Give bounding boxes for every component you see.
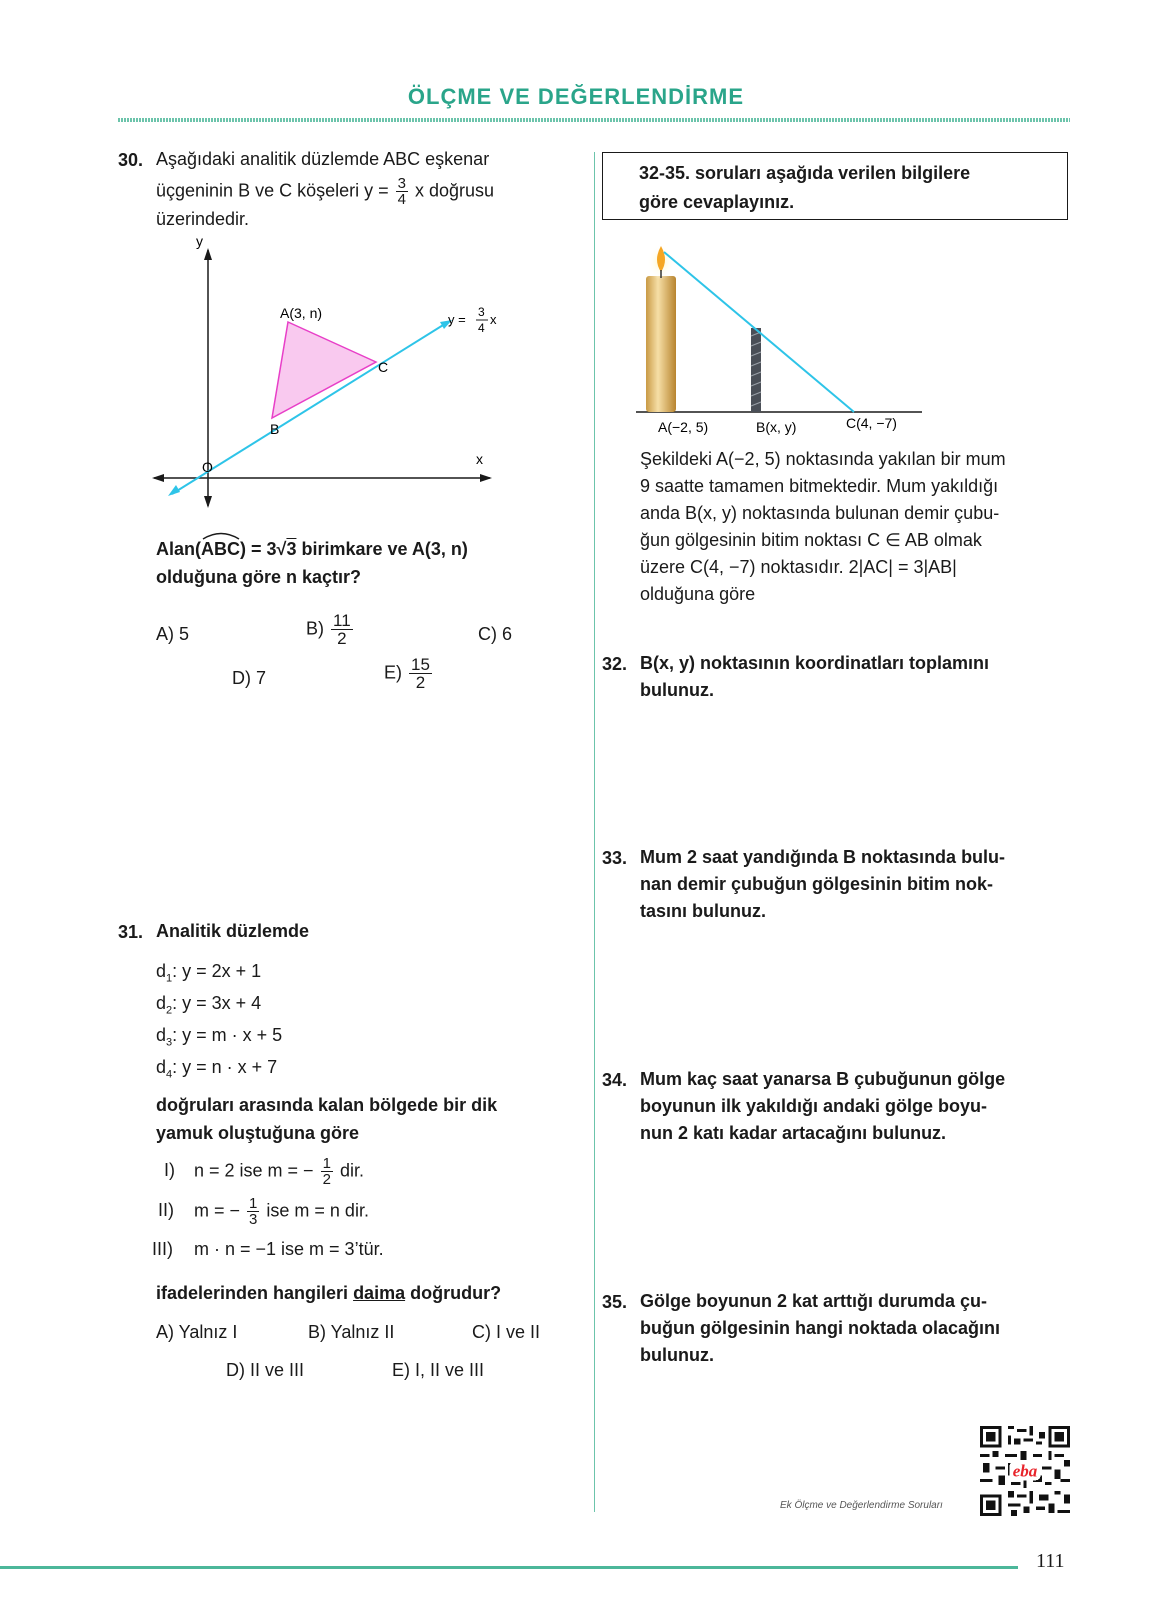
q30-line-label-b: x: [490, 312, 497, 327]
q31-statement-ii: II) m = − $\frac{1}{3}$ ise m = n dir.: [158, 1195, 369, 1228]
column-divider: [594, 152, 595, 1512]
q31-option-e[interactable]: E) I, II ve III: [392, 1360, 485, 1380]
q30-arc-abc: ABC: [201, 536, 240, 563]
q30-stem-line1: Alan( ABC) = 3√3 birimkare ve A(3, n): [156, 536, 468, 563]
q31-d3: $d_3$: y = m · x + 5: [156, 1025, 283, 1049]
q30-option-b[interactable]: B) $\frac{11}{2}$: [306, 611, 351, 648]
q31-option-a[interactable]: A) Yalnız I: [156, 1322, 238, 1342]
footer-rule: [0, 1566, 1018, 1569]
q34-line2: boyunun ilk yakıldığı andaki gölge boyu-: [640, 1096, 988, 1116]
q32-line2: bulunuz.: [640, 680, 714, 700]
page-header-title: ÖLÇME VE DEĞERLENDİRME: [407, 84, 745, 109]
q31-title: Analitik düzlemde: [156, 921, 310, 941]
q35-line2: buğun gölgesinin hangi noktada olacağını: [640, 1318, 1001, 1338]
q33-number: 33.: [602, 848, 628, 868]
label-point-a: A(−2, 5): [658, 419, 709, 435]
q30-stem-line2: olduğuna göre n kaçtır?: [156, 567, 362, 587]
q31-option-b[interactable]: B) Yalnız II: [308, 1322, 395, 1342]
instruction-box: [602, 152, 1068, 220]
q31-d4: $d_4$: y = n · x + 7: [156, 1057, 278, 1081]
q30-line-arrow-left: [168, 485, 180, 496]
info-paragraph-line5: üzere C(4, −7) noktasıdır. 2|AC| = 3|AB|: [640, 557, 957, 577]
candle-body: [646, 276, 676, 412]
q30-y-axis-arrow-up: [204, 248, 212, 260]
q30-fraction: $\frac{3}{4}$: [397, 175, 406, 208]
q30-y-axis-label: y: [196, 238, 203, 249]
info-paragraph-line6: olduğuna göre: [640, 584, 756, 604]
q30-y-axis-arrow-down: [204, 496, 212, 508]
q30-option-e[interactable]: E) $\frac{15}{2}$: [384, 655, 430, 692]
q33-line1: Mum 2 saat yandığında B noktasında bulu-: [640, 847, 1006, 867]
q30-origin-label: O: [202, 459, 213, 475]
q31-statement-iii: III) m · n = −1 ise m = 3’tür.: [152, 1239, 384, 1259]
q35-line1: Gölge boyunun 2 kat arttığı durumda çu-: [640, 1291, 988, 1311]
q35-line3: bulunuz.: [640, 1345, 714, 1365]
q30-line2: üçgeninin B ve C köşeleri y = $\frac{3}{4}$ x doğrusu: [156, 175, 495, 208]
q30-x-axis-arrow-left: [152, 474, 164, 482]
q30-x-axis-label: x: [476, 451, 483, 467]
q31-d2: $d_2$: y = 3x + 4: [156, 993, 262, 1017]
instruction-line2: göre cevaplayınız.: [639, 192, 795, 212]
instruction-line1: 32-35. soruları aşağıda verilen bilgilere: [639, 163, 971, 183]
label-point-c: C(4, −7): [846, 415, 897, 431]
q31-stem-line2: yamuk oluştuğuna göre: [156, 1123, 360, 1143]
qr-code-icon[interactable]: [980, 1426, 1070, 1516]
q30-line1: Aşağıdaki analitik düzlemde ABC eşkenar: [156, 149, 490, 169]
q35-number: 35.: [602, 1292, 628, 1312]
q34-line3: nun 2 katı kadar artacağını bulunuz.: [640, 1123, 947, 1143]
q34-number: 34.: [602, 1070, 628, 1090]
q33-line2: nan demir çubuğun gölgesinin bitim nok-: [640, 874, 993, 894]
q31-number: 31.: [118, 922, 144, 942]
q31-stem-line1: doğruları arasında kalan bölgede bir dik: [156, 1095, 498, 1115]
q30-label-b: B: [270, 421, 280, 437]
eba-logo-text: eba: [1012, 1461, 1038, 1481]
q30-number: 30.: [118, 150, 144, 170]
q30-line-label-num: 3: [478, 305, 485, 319]
q31-question: ifadelerinden hangileri daima doğrudur?: [156, 1283, 502, 1303]
q30-line-label-a: y =: [448, 312, 466, 327]
page-number: 111: [1036, 1550, 1065, 1572]
info-paragraph-line4: ğun gölgesinin bitim noktası C ∈ AB olmak: [640, 530, 982, 550]
info-paragraph-line2: 9 saatte tamamen bitmektedir. Mum yakıldığı: [640, 476, 999, 496]
iron-rod: [751, 328, 761, 412]
q33-line3: tasını bulunuz.: [640, 901, 766, 921]
q30-label-a: A(3, n): [280, 305, 323, 321]
qr-caption: Ek Ölçme ve Değerlendirme Soruları: [780, 1500, 943, 1511]
q30-x-axis-arrow-right: [480, 474, 492, 482]
q34-line1: Mum kaç saat yanarsa B çubuğunun gölge: [640, 1069, 1006, 1089]
q32-line1: B(x, y) noktasının koordinatları toplamını: [640, 653, 990, 673]
q30-line-label-den: 4: [478, 321, 485, 335]
q30-coordinate-figure: [150, 238, 520, 518]
q32-number: 32.: [602, 654, 628, 674]
q31-d1: $d_1$: y = 2x + 1: [156, 961, 262, 985]
label-point-b: B(x, y): [756, 419, 797, 435]
info-paragraph-line3: anda B(x, y) noktasında bulunan demir çubu-: [640, 503, 1000, 523]
candle-shadow-figure: [636, 242, 936, 442]
header-rule: [118, 118, 1070, 122]
sqrt-icon: √: [276, 539, 287, 559]
info-paragraph-line1: Şekildeki A(−2, 5) noktasında yakılan bir mum: [640, 449, 1006, 469]
q31-option-d[interactable]: D) II ve III: [226, 1360, 305, 1380]
q30-option-c[interactable]: C) 6: [478, 624, 513, 644]
q30-option-a[interactable]: A) 5: [156, 624, 190, 644]
q31-statement-i: I) n = 2 ise m = − $\frac{1}{2}$ dir.: [164, 1155, 364, 1188]
q30-option-d[interactable]: D) 7: [232, 668, 267, 688]
q30-line3: üzerindedir.: [156, 209, 250, 229]
q30-label-c: C: [378, 359, 389, 375]
q30-triangle-abc: [272, 322, 376, 418]
q31-option-c[interactable]: C) I ve II: [472, 1322, 541, 1342]
